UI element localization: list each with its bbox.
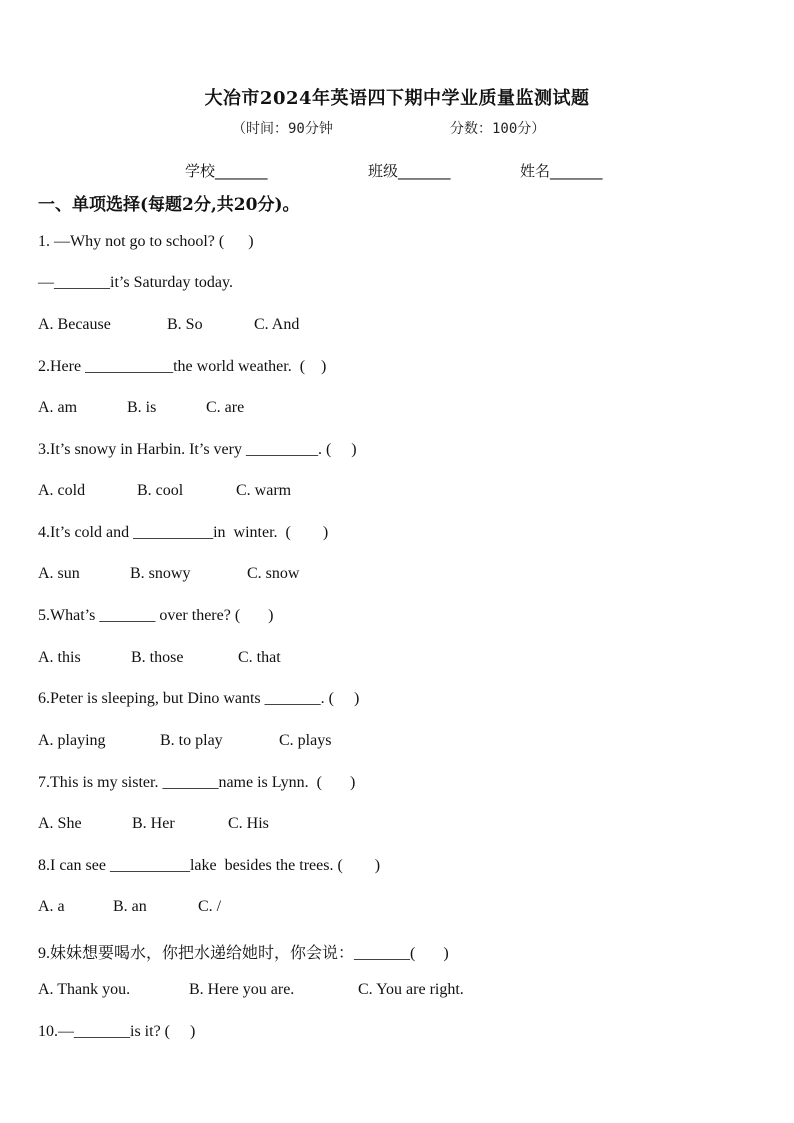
question-stem: 9.妹妹想要喝水，你把水递给她时，你会说：_______( ) — [38, 945, 449, 962]
option-c: C. that — [238, 649, 281, 666]
section-heading: 一、单项选择(每题2分,共20分)。 — [38, 195, 300, 215]
option-a: A. sun — [38, 565, 80, 582]
option-c: C. You are right. — [358, 981, 464, 998]
exam-time: （时间：90分钟 — [232, 121, 333, 137]
option-a: A. this — [38, 649, 81, 666]
option-c: C. snow — [247, 565, 300, 582]
question-stem: 1. —Why not go to school? ( ) — [38, 233, 254, 250]
option-b: B. to play — [160, 732, 223, 749]
question-stem: 7.This is my sister. _______name is Lynn. ( ) — [38, 774, 356, 791]
option-a: A. Because — [38, 316, 111, 333]
option-b: B. cool — [137, 482, 184, 499]
exam-title: 大冶市2024年英语四下期中学业质量监测试题 — [204, 88, 590, 109]
option-a: A. am — [38, 399, 78, 416]
question-stem: 2.Here ___________the world weather. ( ) — [38, 358, 327, 375]
option-c: C. are — [206, 399, 245, 416]
name-field: 姓名_______ — [520, 162, 603, 180]
option-a: A. playing — [38, 732, 106, 749]
option-b: B. So — [167, 316, 203, 333]
option-b: B. is — [127, 399, 157, 416]
option-b: B. those — [131, 649, 184, 666]
option-a: A. Thank you. — [38, 981, 131, 998]
option-c: C. warm — [236, 482, 292, 499]
option-a: A. She — [38, 815, 82, 832]
school-field: 学校_______ — [185, 162, 268, 180]
option-a: A. cold — [38, 482, 86, 499]
option-b: B. snowy — [130, 565, 191, 582]
question-stem: 6.Peter is sleeping, but Dino wants _______. ( ) — [38, 690, 360, 707]
question-stem: 4.It’s cold and __________in winter. ( ) — [38, 524, 329, 541]
option-c: C. plays — [279, 732, 332, 749]
class-field: 班级_______ — [368, 162, 451, 180]
option-b: B. Here you are. — [189, 981, 295, 998]
exam-score: 分数：100分） — [450, 121, 546, 137]
question-stem: 5.What’s _______ over there? ( ) — [38, 607, 274, 624]
question-stem: 3.It’s snowy in Harbin. It’s very _________. ( ) — [38, 441, 357, 458]
option-a: A. a — [38, 898, 65, 915]
option-b: B. an — [113, 898, 147, 915]
option-c: C. And — [254, 316, 300, 333]
question-stem-continuation: —_______it’s Saturday today. — [38, 274, 233, 291]
option-c: C. / — [198, 898, 222, 915]
question-stem: 10.—_______is it? ( ) — [38, 1023, 196, 1040]
option-b: B. Her — [132, 815, 175, 832]
option-c: C. His — [228, 815, 269, 832]
question-stem: 8.I can see __________lake besides the trees. ( ) — [38, 857, 381, 874]
